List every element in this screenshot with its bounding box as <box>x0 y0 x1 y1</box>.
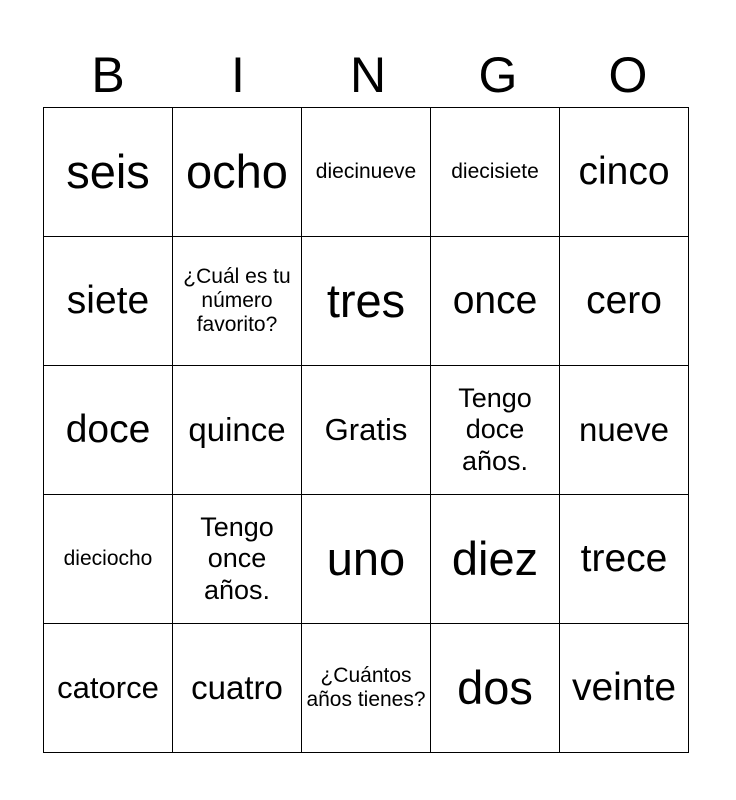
bingo-cell: diecinueve <box>302 108 431 237</box>
bingo-header <box>43 42 693 108</box>
bingo-cell: diecisiete <box>431 108 560 237</box>
bingo-cell: doce <box>44 366 173 495</box>
bingo-cell: dieciocho <box>44 495 173 624</box>
bingo-cell: diez <box>431 495 560 624</box>
header-letter-o: O <box>608 47 648 103</box>
bingo-cell: cuatro <box>173 624 302 753</box>
header-letter-i: I <box>231 47 245 103</box>
bingo-cell: dos <box>431 624 560 753</box>
header-letter-n: N <box>349 47 387 103</box>
bingo-cell: tres <box>302 237 431 366</box>
header-letter-g: G <box>478 47 518 103</box>
bingo-cell: veinte <box>560 624 689 753</box>
bingo-cell: cero <box>560 237 689 366</box>
bingo-cell: nueve <box>560 366 689 495</box>
bingo-cell: siete <box>44 237 173 366</box>
bingo-cell: ¿Cuál es tu número favorito? <box>173 237 302 366</box>
bingo-cell: seis <box>44 108 173 237</box>
bingo-cell: ¿Cuántos años tienes? <box>302 624 431 753</box>
bingo-row <box>44 237 689 366</box>
bingo-row <box>44 366 689 495</box>
bingo-row <box>44 495 689 624</box>
bingo-cell: uno <box>302 495 431 624</box>
bingo-cell: cinco <box>560 108 689 237</box>
bingo-cell: catorce <box>44 624 173 753</box>
bingo-row <box>44 108 689 237</box>
bingo-cell: Tengo doce años. <box>431 366 560 495</box>
bingo-cell: ocho <box>173 108 302 237</box>
header-letter-b: B <box>91 47 125 103</box>
bingo-cell: Tengo once años. <box>173 495 302 624</box>
free-space-cell: Gratis <box>302 366 431 495</box>
bingo-cell: once <box>431 237 560 366</box>
bingo-card <box>43 107 689 753</box>
bingo-cell: trece <box>560 495 689 624</box>
bingo-row <box>44 624 689 753</box>
bingo-cell: quince <box>173 366 302 495</box>
